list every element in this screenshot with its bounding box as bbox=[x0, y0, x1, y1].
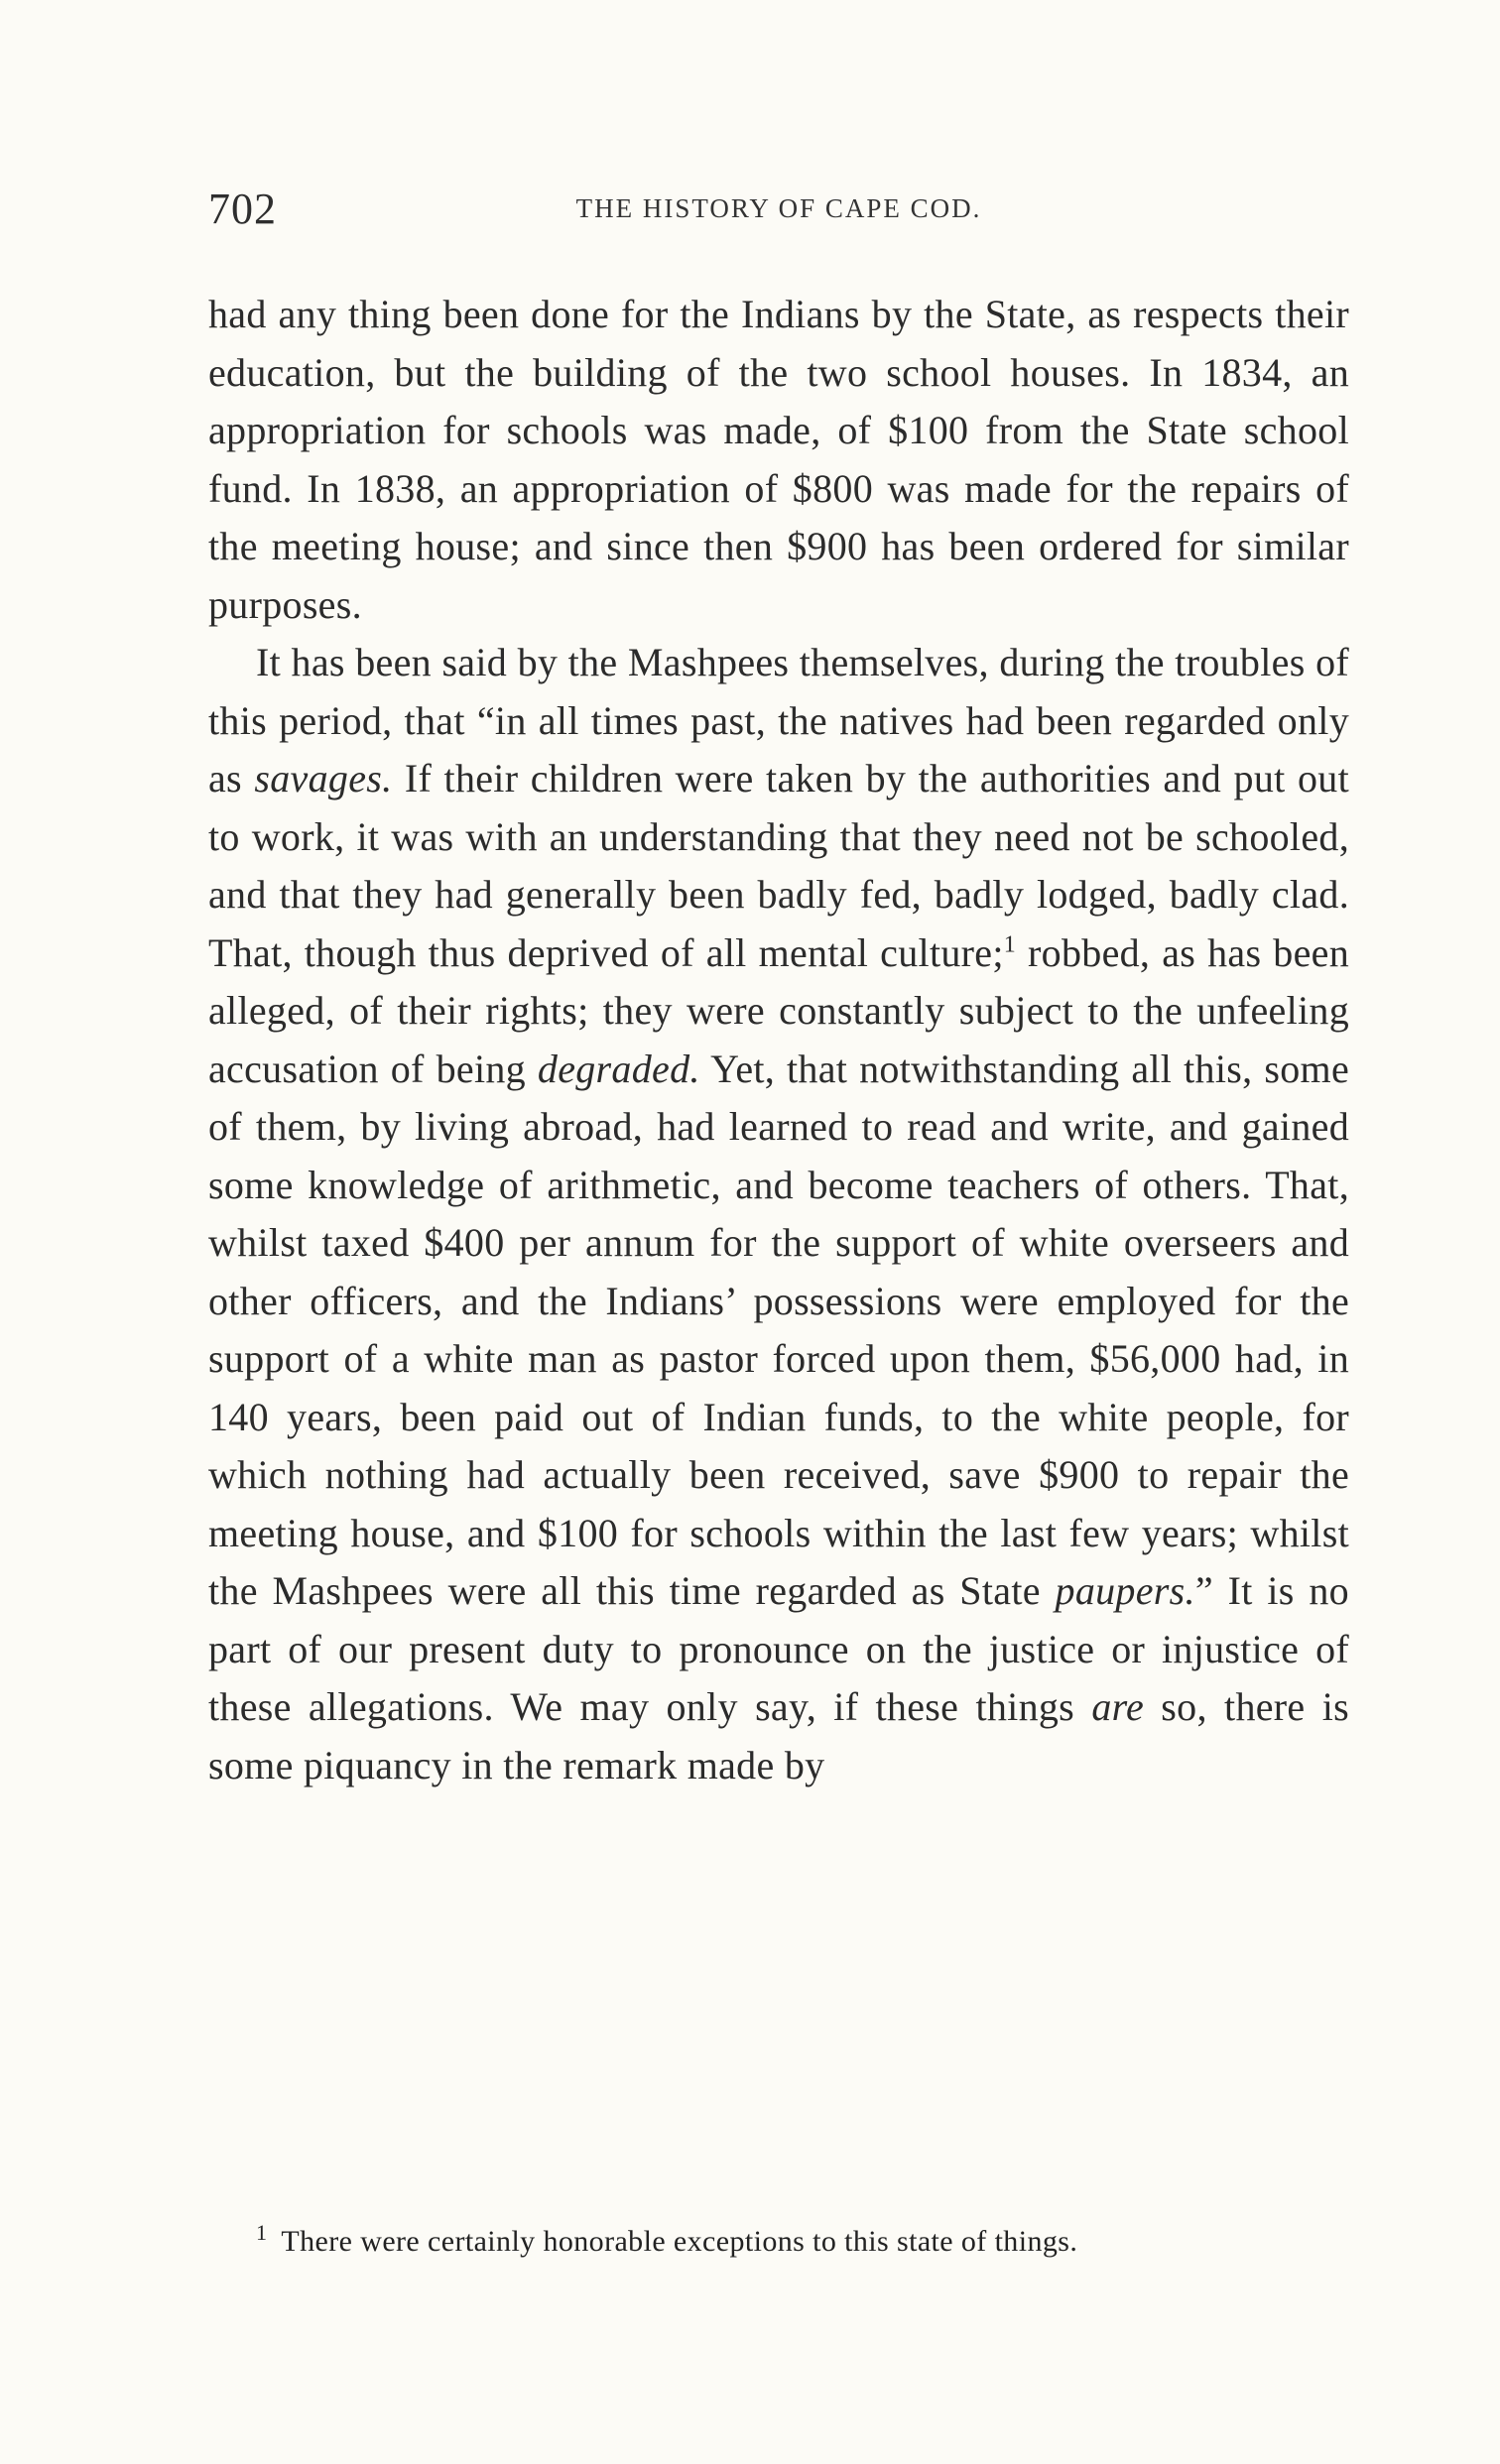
paragraph-2-part-3: robbed, as has been alleged, of their rights; they were constantly subject to the unfeeling accusation of being bbox=[208, 929, 1349, 1091]
emphasis-degraded: degraded. bbox=[537, 1046, 700, 1091]
footnote-reference: 1 bbox=[1003, 931, 1017, 958]
running-title: THE HISTORY OF CAPE COD. bbox=[575, 193, 982, 223]
body-text bbox=[208, 286, 1349, 1794]
paragraph-2-part-6: so, there is some piquancy in the remark made by bbox=[208, 1684, 1349, 1787]
paragraph-2-part-4: Yet, that notwithstanding all this, some of them, by living abroad, had learned to read and write, and gained some knowledge of arithmetic, and become teachers of others. That, whilst taxed $400 per annum for the support of white overseers and other officers, and the Indians’ possessions were employed for the support of a white man as pastor forced upon them, $56,000 had, in 140 years, been paid out of Indian funds, to the white people, for which nothing had actually been received, save $900 to repair the meeting house, and $100 for schools within the last few years; whilst the Mashpees were all this time regarded as State bbox=[208, 1046, 1350, 1613]
paragraph-2-part-1: It has been said by the Mashpees themselves, during the troubles of this period, that “in all times past, the natives had been regarded only as bbox=[208, 640, 1349, 801]
page-header bbox=[208, 184, 1349, 243]
paragraph-1: had any thing been done for the Indians by the State, as respects their education, but the building of the two school houses. In 1834, an appropriation for schools was made, of $100 from the State school fund. In 1838, an appropriation of $800 was made for the repairs of the meeting house; and since then $900 has been ordered for similar purposes. bbox=[208, 292, 1349, 627]
emphasis-are: are bbox=[1091, 1684, 1145, 1729]
page-number: 702 bbox=[208, 185, 277, 233]
emphasis-savages: savages. bbox=[254, 756, 393, 801]
paragraph-2-part-2: If their children were taken by the authorities and put out to work, it was with an understanding that they need not be schooled, and that they had generally been badly fed, badly lodged, badly clad. That, though thus deprived of all mental culture; bbox=[208, 756, 1349, 975]
paragraph-2-part-5: ” It is no part of our present duty to pronounce on the justice or injustice of these allegations. We may only say, if these things bbox=[208, 1568, 1349, 1729]
paragraph-2 bbox=[208, 634, 1349, 1794]
footnote: 1 There were certainly honorable exceptions to this state of things. bbox=[256, 2220, 1078, 2258]
footnote-text: There were certainly honorable exceptions to this state of things. bbox=[281, 2225, 1078, 2258]
emphasis-paupers: paupers. bbox=[1055, 1568, 1195, 1613]
